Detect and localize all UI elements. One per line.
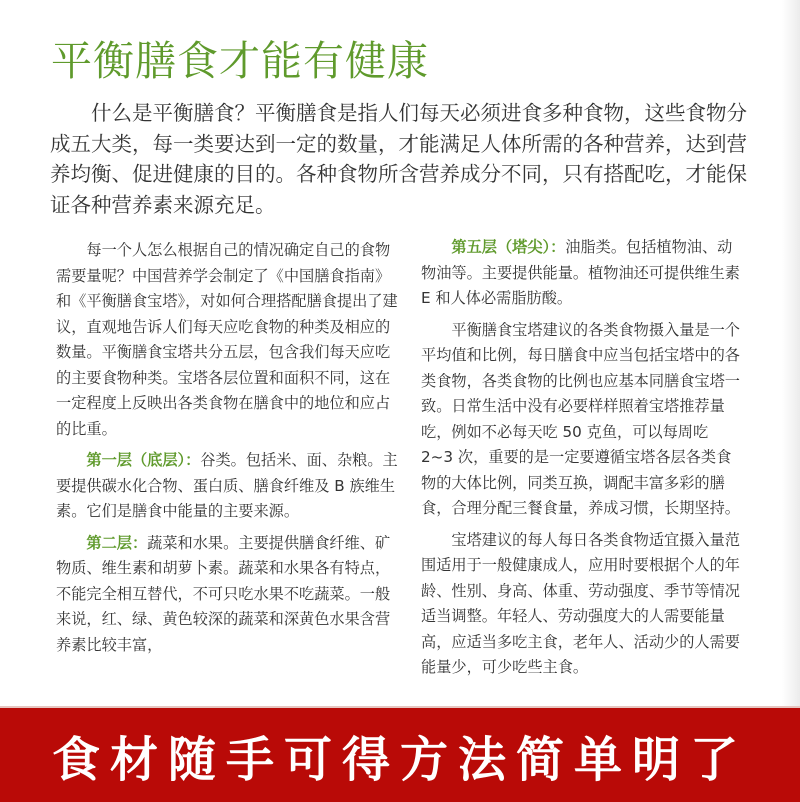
left-column (56, 236, 400, 658)
layer1-heading: 第一层（底层）： (86, 451, 201, 469)
adjustment-paragraph: 宝塔建议的每人每日各类食物适宜摄入量范围适用于一般健康成人，应用时要根据个人的年龄、性别、身高、体重、劳动强度、季节等情况适当调整。年轻人、劳动强度大的人需要能量高，应适当多吃主食，老年人、活动少的人需要能量少，可少吃些主食。 (421, 530, 740, 676)
layer2-heading: 第二层： (86, 533, 148, 552)
tower-overview-paragraph: 每一个人怎么根据自己的情况确定自己的食物需要量呢？中国营养学会制定了《中国膳食指南》和《平衡膳食宝塔》，对如何合理搭配膳食提出了建议，直观地告诉人们每天应吃食物的种类及相应的数量。平衡膳食宝塔共分五层，包含我们每天应吃的主要食物种类。宝塔各层位置和面积不同，这在一定程度上反映出各类食物在膳食中的地位和应占的比重。 (56, 241, 398, 438)
layer2-paragraph (56, 531, 400, 659)
layer5-paragraph (421, 235, 743, 312)
intro-text: 什么是平衡膳食？平衡膳食是指人们每天必须进食多种食物，这些食物分成五大类，每一类要达到一定的数量，才能满足人体所需的各种营养，达到营养均衡、促进健康的目的。各种食物所含营养成分不同，只有搭配吃，才能保证各种营养素来源充足。 (50, 101, 747, 217)
layer2-text: 蔬菜和水果。主要提供膳食纤维、矿物质、维生素和胡萝卜素。蔬菜和水果各有特点，不能完全相互替代，不可只吃水果不吃蔬菜。一般来说，红、绿、黄色较深的蔬菜和深黄色水果含营养素比较丰富， (56, 533, 391, 654)
layer5-text: 油脂类。包括植物油、动物油等。主要提供能量。植物油还可提供维生素 E 和人体必需脂肪酸。 (421, 238, 740, 307)
intake-advice-paragraph: 平衡膳食宝塔建议的各类食物摄入量是一个平均值和比例，每日膳食中应当包括宝塔中的各类食物，各类食物的比例也应基本同膳食宝塔一致。日常生活中没有必要样样照着宝塔推荐量吃，例如不必每天吃 50 克鱼，可以每周吃 2~3 次，重要的是一定要遵循宝塔各层各类食物的大体比例，同类互换，调配丰富多彩的膳食，合理分配三餐食量，养成习惯，长期坚持。 (421, 320, 740, 517)
intro-paragraph (50, 98, 755, 220)
right-column (421, 236, 743, 681)
page-title: 平衡膳食才能有健康 (51, 37, 429, 85)
bottom-banner (0, 706, 800, 802)
banner-slogan: 食材随手可得方法简单明了 (51, 731, 748, 788)
layer1-text: 谷类。包括米、面、杂粮。主要提供碳水化合物、蛋白质、膳食纤维及 B 族维生素。它们是膳食中能量的主要来源。 (56, 451, 398, 520)
layer1-paragraph (56, 448, 400, 525)
layer5-heading: 第五层（塔尖）： (451, 238, 566, 256)
page-edge-shadow (782, 0, 800, 706)
